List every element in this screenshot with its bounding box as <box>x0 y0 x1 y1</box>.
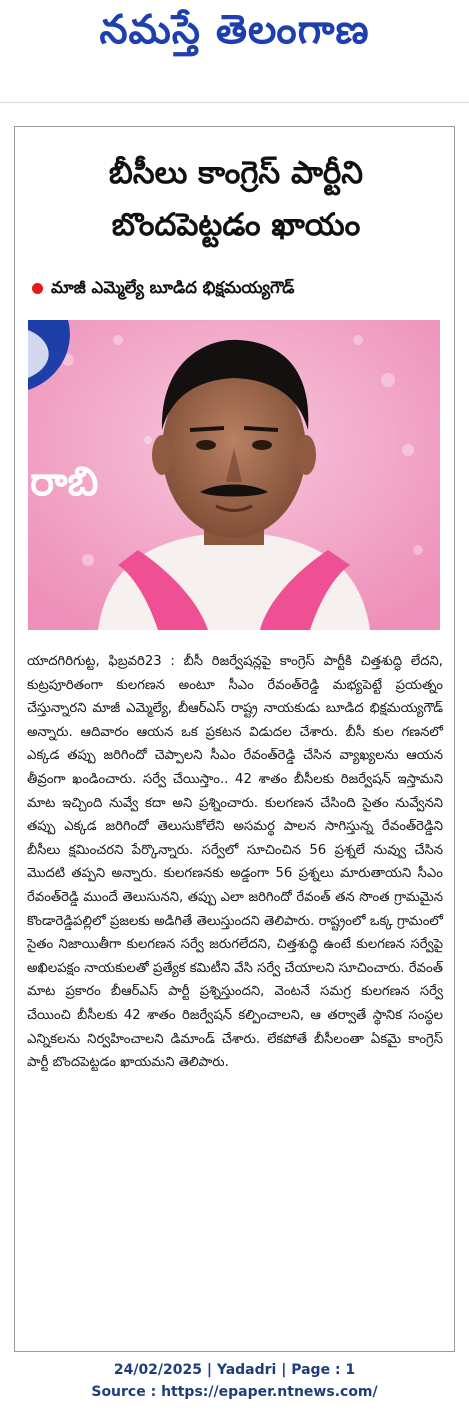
masthead-logo: నమస్తే తెలంగాణ <box>99 6 370 53</box>
masthead-divider <box>0 102 469 103</box>
photo-banner-text: రాబి <box>30 459 99 505</box>
footer-date-edition: 24/02/2025 | Yadadri | Page : 1 <box>113 1362 356 1378</box>
portrait-photo <box>28 320 440 630</box>
footer-source: Source : https://epaper.ntnews.com/ <box>91 1384 378 1400</box>
masthead <box>0 0 469 98</box>
article-photo <box>28 320 440 630</box>
article-body: యాదగిరిగుట్ట, ఫిబ్రవరి23 : బీసీ రిజర్వేషన్లపై కాంగ్రెస్ పార్టీకి చిత్తశుద్ధి లేదని, కుట్రపూరితంగా కులగణన అంటూ సీఎం రేవంత్‌రెడ్డి మభ్యపెట్టే ప్రయత్నం చేస్తున్నారని మాజీ ఎమ్మెల్యే, బీఆర్‌ఎస్ రాష్ట్ర నాయకుడు బూడిద భిక్షమయ్యగౌడ్ అన్నారు. ఆదివారం ఆయన ఒక ప్రకటన విడుదల చేశారు. బీసీ కుల గణనలో ఎక్కడ తప్పు జరిగిందో చెప్పాలని సీఎం రేవంత్‌రెడ్డి చేసిన వ్యాఖ్యలను ఆయన తీవ్రంగా ఖండించారు. సర్వే చేయిస్తాం.. 42 శాతం బీసీలకు రిజర్వేషన్ ఇస్తామని మాట ఇచ్చింది నువ్వే కదా అని ప్రశ్నించారు. కులగణన చేసింది సైతం నువ్వేనని తప్పు ఎక్కడ జరిగిందో తెలుసుకోలేని అసమర్థ పాలన సాగిస్తున్న రేవంత్‌రెడ్డిని బీసీలు క్షమించరని పేర్కొన్నారు. సర్వేలో సూచించిన 56 ప్రశ్నలే నువ్వు చేసిన మొదటి తప్పని అన్నారు. కులగణనకు అడ్డంగా 56 ప్రశ్నలు మారుతాయని సీఎం రేవంత్‌రెడ్డి ముందే తెలుసునని, తప్పు ఎలా జరిగిందో రేవంత్ తన సొంత గ్రామమైన కొండారెడ్డిపల్లిలో ప్రజలకు అడిగితే తెలుస్తుందని తెలిపారు. రాష్ట్రంలో ఒక్క గ్రామంలో సైతం నిజాయితీగా కులగణన సర్వే జరుగలేదని, చిత్తశుద్ధి ఉంటే కులగణన సర్వేపై అఖిలపక్షం నాయకులతో ప్రత్యేక కమిటీని వేసి సర్వే చేయాలని సూచించారు. రేవంత్ మాట ప్రకారం బీఆర్‌ఎస్ పార్టీ ప్రశ్నిస్తుందని, వెంటనే సమగ్ర కులగణన సర్వే చేయించి బీసీలకు 42 శాతం రిజర్వేషన్ కల్పించాలని, ఆ తర్వాతే స్థానిక సంస్థల ఎన్నికలను నిర్వహించాలని డిమాండ్ చేశారు. లేకపోతే బీసీలంతా ఏకమై కాంగ్రెస్ పార్టీ బొందపెట్టడం ఖాయమని తెలిపారు. <box>27 654 443 1071</box>
bullet-icon <box>32 283 43 294</box>
byline <box>26 272 446 304</box>
headline-line-1: బీసీలు కాంగ్రెస్ పార్టీని <box>108 155 364 191</box>
headline-line-2: బొందపెట్టడం ఖాయం <box>111 207 361 243</box>
byline-text: మాజీ ఎమ్మెల్యే బూడిద భిక్షమయ్యగౌడ్ <box>51 278 295 297</box>
